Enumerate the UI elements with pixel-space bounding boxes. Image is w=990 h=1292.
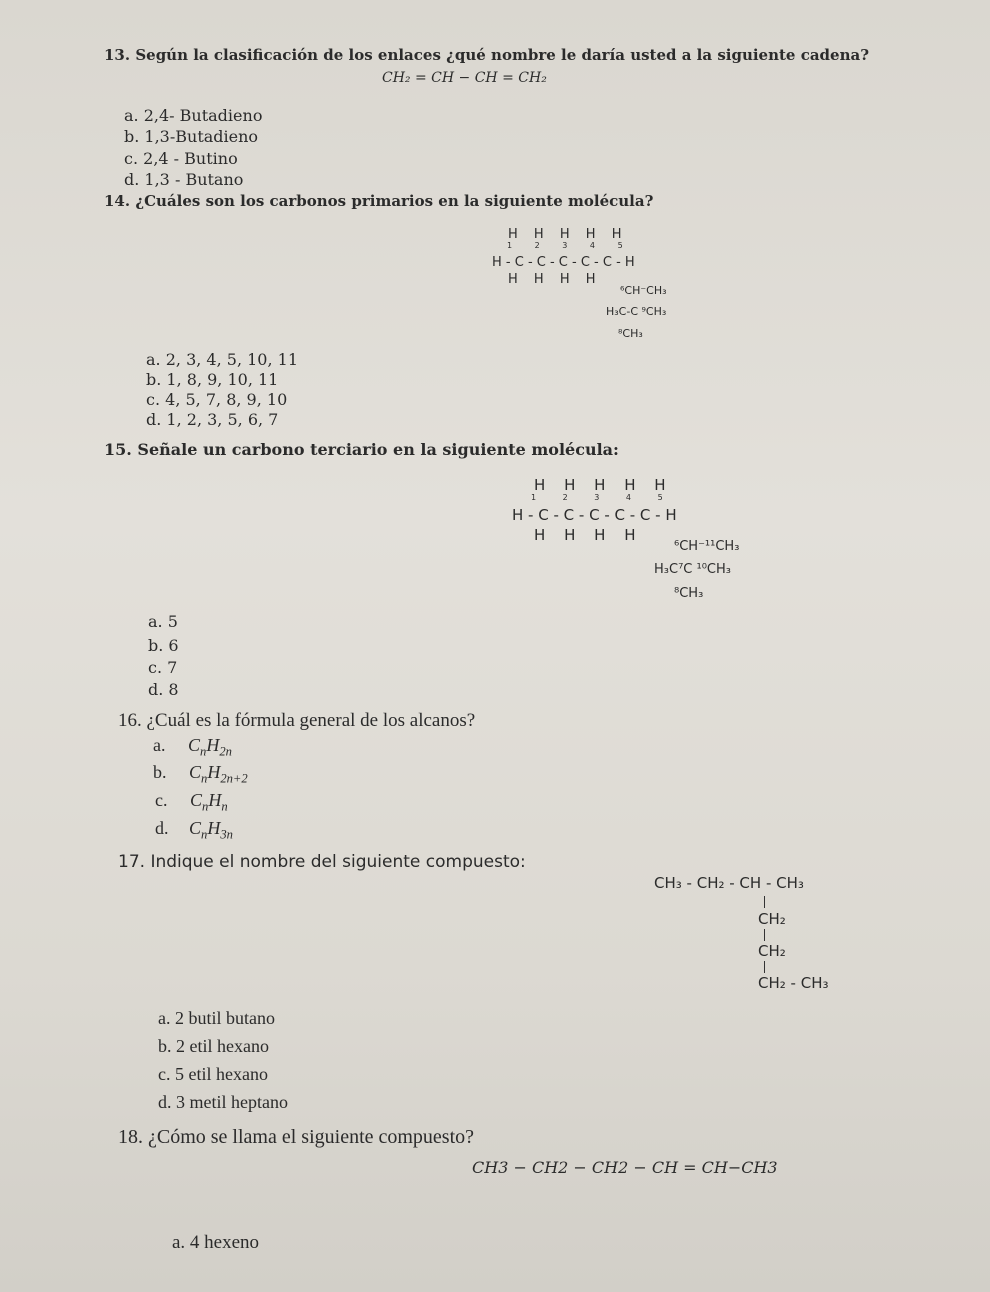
- q17-line-4: CH₂ - CH₃: [758, 974, 829, 992]
- q15-number-3: 3: [594, 493, 600, 502]
- q16-option-b-n: n: [201, 771, 208, 786]
- q15-branch-2: H₃C⁷C ¹⁰CH₃: [654, 562, 731, 577]
- q15-h-top-5: H: [654, 476, 666, 494]
- q17-option-c[interactable]: c. 5 etil hexano: [158, 1064, 268, 1084]
- q16-option-c-sub: n: [221, 799, 228, 814]
- q13-option-d[interactable]: d. 1,3 - Butano: [124, 170, 244, 189]
- q14-h-top-3: H: [559, 227, 570, 242]
- q14-h-top: [508, 228, 621, 241]
- q15-number-5: 5: [657, 493, 663, 502]
- q16-option-d-h: H: [207, 818, 221, 838]
- q14-h-bottom-2: H: [533, 272, 544, 287]
- q18-option-a[interactable]: a. 4 hexeno: [172, 1232, 260, 1253]
- q14-number-5: 5: [617, 241, 623, 250]
- q15-h-top-1: H: [534, 476, 546, 494]
- q14-chain: H - C - C - C - C - C - H: [492, 255, 635, 270]
- q15-h-top-4: H: [624, 476, 636, 494]
- q16-option-b-h: H: [207, 762, 221, 782]
- q14-branch-3: ⁸CH₃: [618, 327, 643, 340]
- q15-option-a[interactable]: a. 5: [148, 612, 178, 631]
- q16-option-d-c: C: [189, 818, 202, 838]
- q17-option-a[interactable]: a. 2 butil butano: [158, 1008, 275, 1028]
- q16-option-c[interactable]: [155, 790, 228, 815]
- q16-option-a[interactable]: [153, 735, 232, 760]
- q15-chain: H - C - C - C - C - C - H: [512, 506, 677, 524]
- question-14-title: 14. ¿Cuáles son los carbonos primarios en la siguiente molécula?: [104, 192, 654, 210]
- q16-option-c-c: C: [190, 790, 203, 810]
- q14-option-d[interactable]: d. 1, 2, 3, 5, 6, 7: [146, 410, 279, 429]
- q14-number-1: 1: [507, 241, 513, 250]
- q15-option-b[interactable]: b. 6: [148, 636, 179, 655]
- q13-option-b[interactable]: b. 1,3-Butadieno: [124, 127, 259, 146]
- q14-number-4: 4: [589, 241, 596, 250]
- q16-option-a-h: H: [206, 735, 220, 755]
- q15-h-bottom-4: H: [624, 526, 636, 544]
- q15-h-top-2: H: [564, 476, 576, 494]
- q14-h-top-5: H: [611, 227, 622, 242]
- q16-option-c-letter: c.: [155, 790, 168, 810]
- q16-option-b-c: C: [189, 762, 202, 782]
- q15-branch-1: ⁶CH⁻¹¹CH₃: [674, 539, 740, 554]
- q13-option-c[interactable]: c. 2,4 - Butino: [124, 149, 238, 168]
- q16-option-d-letter: d.: [155, 818, 169, 838]
- question-17-title: 17. Indique el nombre del siguiente compuesto:: [118, 852, 526, 872]
- q16-option-d-sub: 3n: [220, 827, 233, 842]
- q15-h-bottom: [534, 528, 635, 543]
- q16-option-a-n: n: [200, 744, 207, 759]
- q16-option-a-c: C: [188, 735, 201, 755]
- q15-option-d[interactable]: d. 8: [148, 680, 179, 699]
- question-13-formula: CH₂ = CH − CH = CH₂: [382, 70, 547, 86]
- q16-option-d[interactable]: [155, 818, 233, 843]
- q17-line-3: CH₂: [758, 942, 786, 960]
- q15-h-top: [534, 478, 666, 493]
- q15-numbers: [531, 494, 663, 502]
- q17-option-d[interactable]: d. 3 metil heptano: [158, 1092, 288, 1112]
- q15-h-top-3: H: [594, 476, 606, 494]
- q15-branch-3: ⁸CH₃: [674, 586, 704, 601]
- q14-option-a[interactable]: a. 2, 3, 4, 5, 10, 11: [146, 350, 299, 369]
- q15-number-1: 1: [531, 493, 537, 502]
- q14-h-bottom-4: H: [585, 272, 596, 287]
- q15-option-c[interactable]: c. 7: [148, 658, 178, 677]
- q14-h-top-1: H: [508, 227, 518, 242]
- question-15-title: 15. Señale un carbono terciario en la siguiente molécula:: [104, 440, 619, 459]
- q14-h-bottom-1: H: [508, 272, 518, 287]
- q17-bond-2: [764, 929, 765, 941]
- q17-line-1: CH₃ - CH₂ - CH - CH₃: [654, 874, 804, 892]
- q16-option-c-h: H: [208, 790, 222, 810]
- q14-h-top-2: H: [533, 227, 544, 242]
- question-16-title: 16. ¿Cuál es la fórmula general de los alcanos?: [118, 710, 476, 731]
- q16-option-b[interactable]: [153, 762, 248, 787]
- q16-option-c-n: n: [202, 799, 209, 814]
- q14-option-b[interactable]: b. 1, 8, 9, 10, 11: [146, 370, 279, 389]
- q15-number-4: 4: [625, 493, 632, 502]
- q14-number-2: 2: [534, 241, 540, 250]
- q14-h-top-4: H: [585, 227, 596, 242]
- q17-bond-3: [764, 961, 765, 973]
- q17-line-2: CH₂: [758, 910, 786, 928]
- q15-number-2: 2: [562, 493, 568, 502]
- q15-h-bottom-1: H: [534, 526, 546, 544]
- q14-h-bottom: [508, 273, 596, 286]
- q16-option-a-sub: 2n: [219, 744, 232, 759]
- q16-option-d-n: n: [201, 827, 208, 842]
- q17-option-b[interactable]: b. 2 etil hexano: [158, 1036, 269, 1056]
- q17-bond-1: [764, 896, 765, 908]
- q14-option-c[interactable]: c. 4, 5, 7, 8, 9, 10: [146, 390, 288, 409]
- q16-option-b-sub: 2n+2: [220, 771, 248, 786]
- q14-h-bottom-3: H: [559, 272, 570, 287]
- q13-option-a[interactable]: a. 2,4- Butadieno: [124, 106, 263, 125]
- question-18-title: 18. ¿Cómo se llama el siguiente compuesto?: [118, 1126, 475, 1148]
- question-13-title: 13. Según la clasificación de los enlaces ¿qué nombre le daría usted a la siguiente cadena?: [104, 46, 869, 64]
- question-18-formula: CH3 − CH2 − CH2 − CH = CH−CH3: [472, 1158, 778, 1177]
- q14-branch-1: ⁶CH⁻CH₃: [620, 284, 667, 297]
- q15-h-bottom-3: H: [594, 526, 606, 544]
- q14-branch-2: H₃C-C ⁹CH₃: [606, 305, 667, 318]
- q14-number-3: 3: [562, 241, 568, 250]
- q15-h-bottom-2: H: [564, 526, 576, 544]
- q14-numbers: [507, 242, 623, 250]
- q16-option-a-letter: a.: [153, 735, 166, 755]
- q16-option-b-letter: b.: [153, 762, 167, 782]
